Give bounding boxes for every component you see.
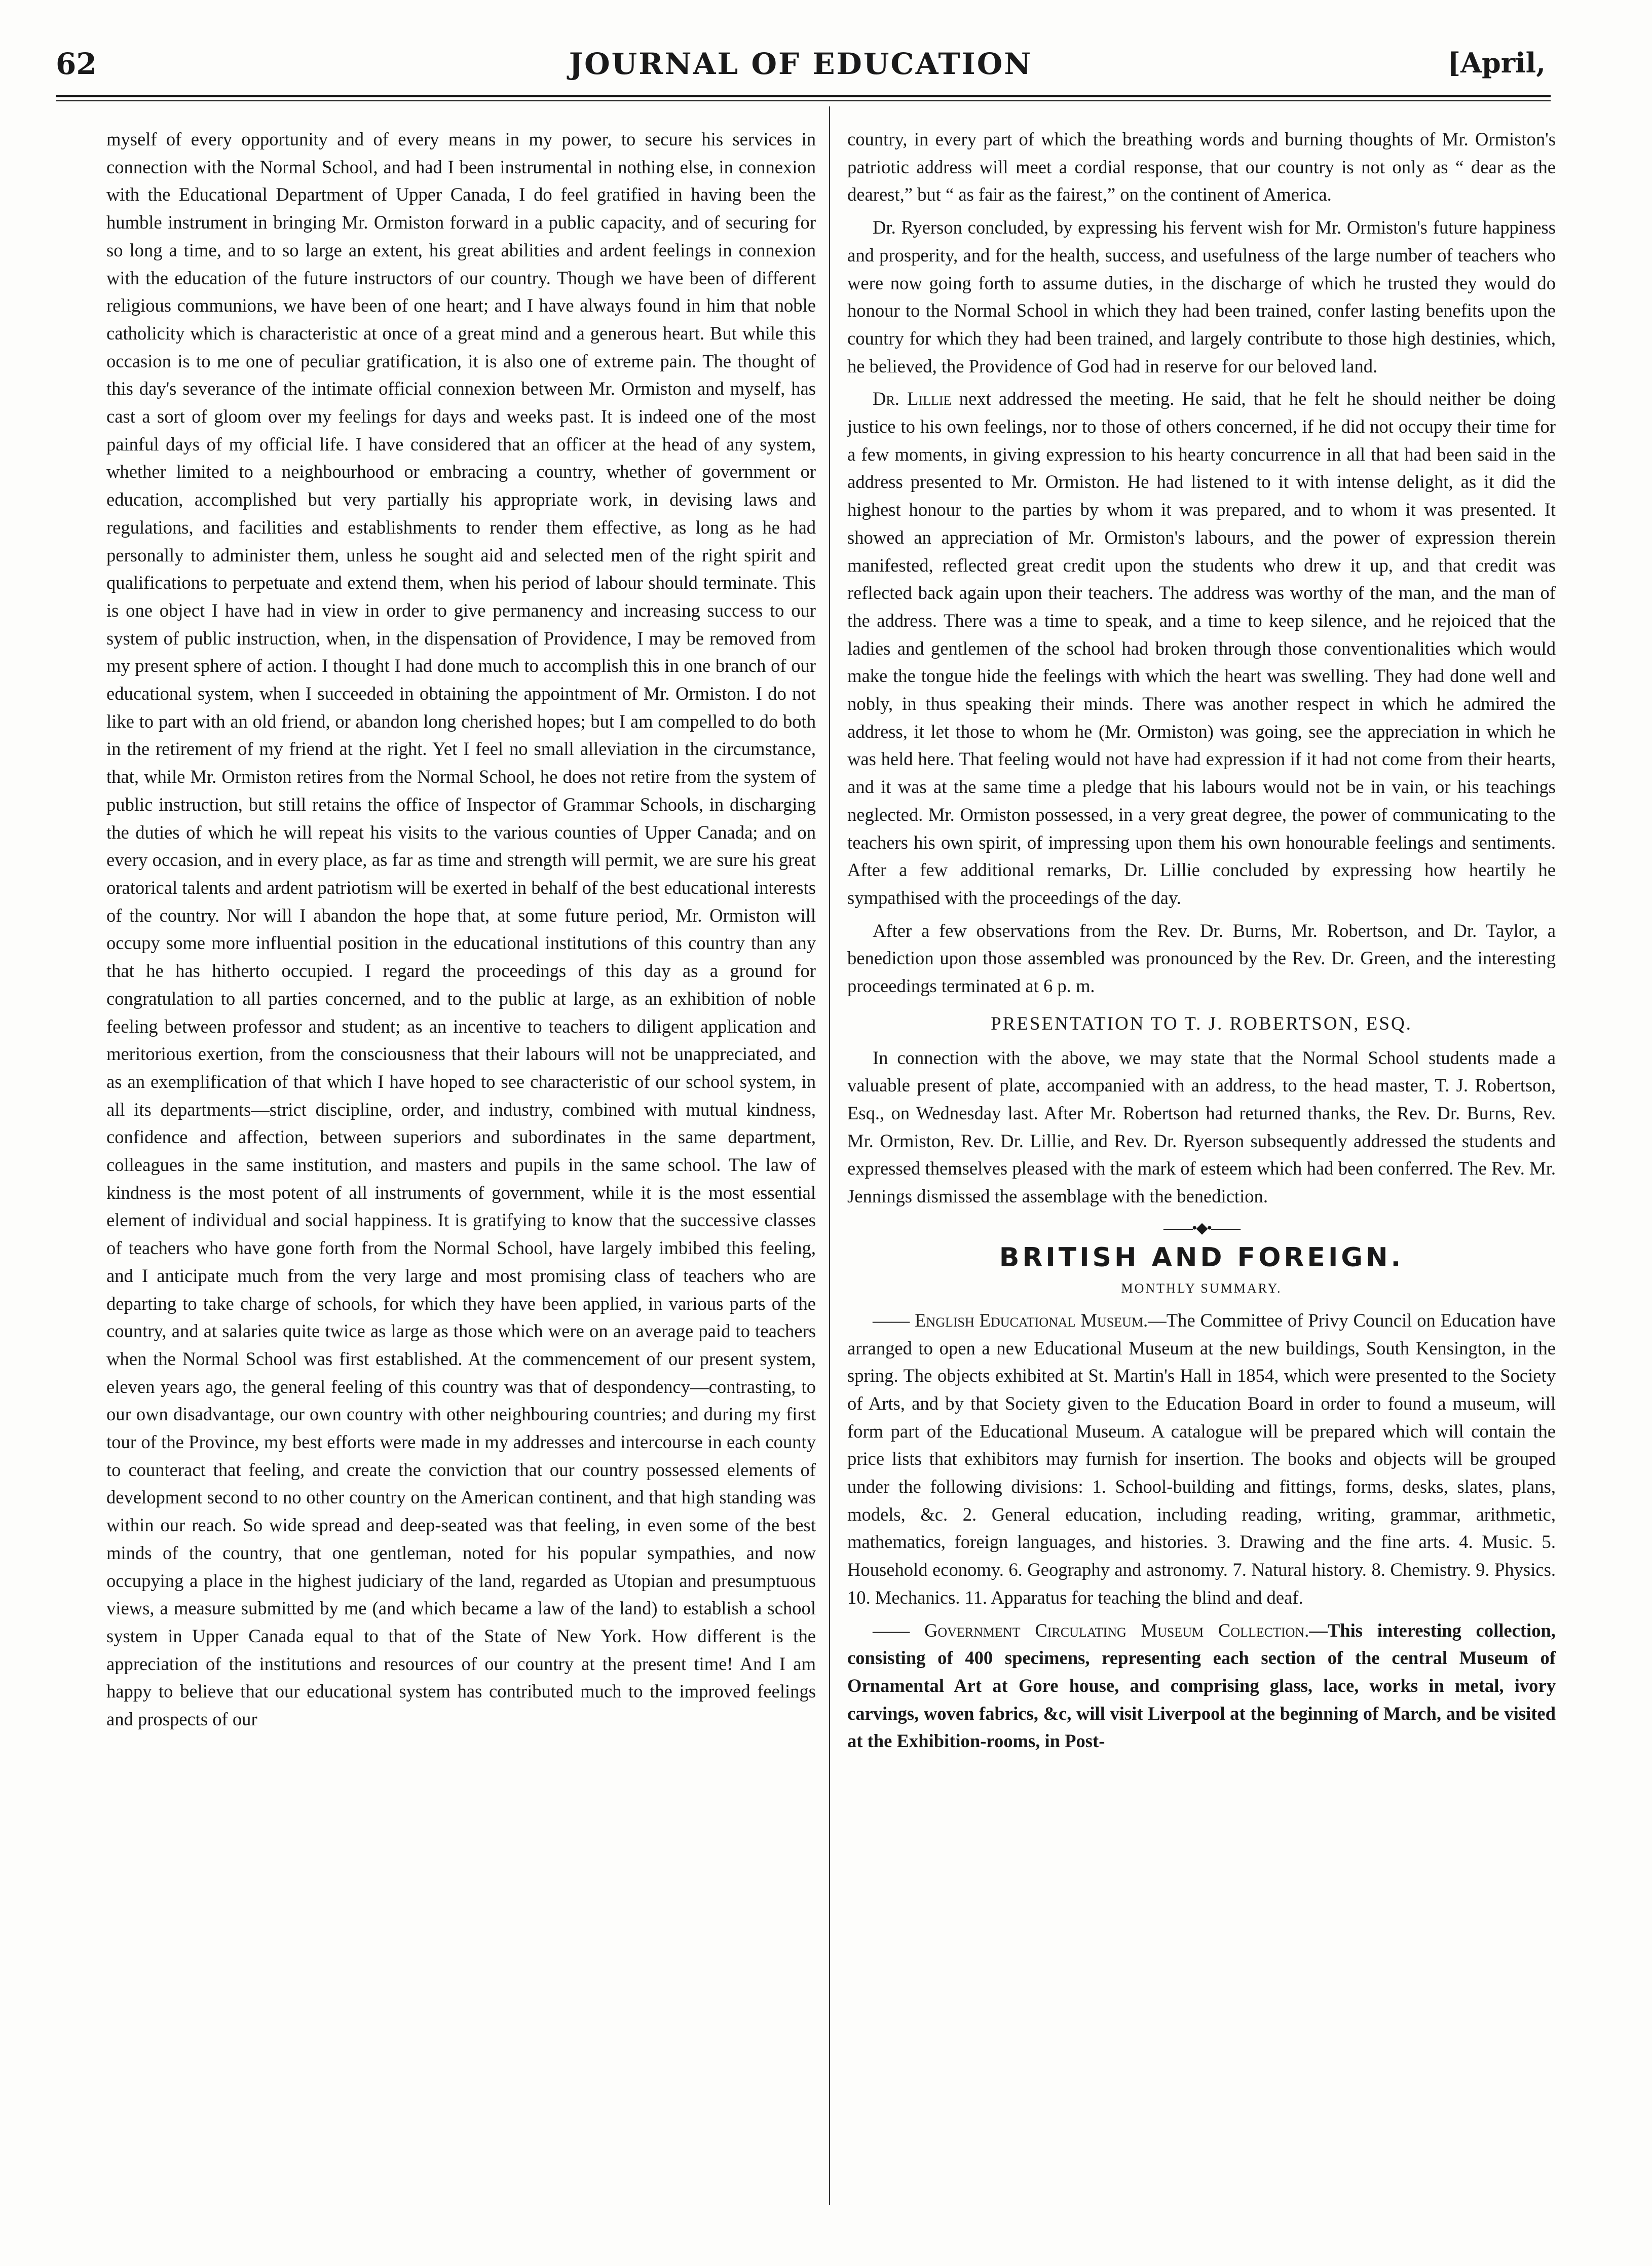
right-column xyxy=(847,126,1556,1755)
left-column-paragraph: myself of every opportunity and of every means in my power, to secure his services in connection with the Normal School, and had I been instrumental in nothing else, in connexion with the Educational Department of Upper Canada, I do feel gratified in having been the humble instrument in bringing Mr. Ormiston forward in a public capacity, and of securing for so long a time, and to so large an extent, his great abilities and ardent feelings in connexion with the education of the future instructors of our country. Though we have been of different religious communions, we have been of one heart; and I have always found in him that noble catholicity which is characteristic at once of a great mind and a generous heart. But while this occasion is to me one of peculiar gratification, it is also one of extreme pain. The thought of this day's severance of the intimate official connexion between Mr. Ormiston and myself, has cast a sort of gloom over my feelings for days and weeks past. It is indeed one of the most painful days of my official life. I have considered that an officer at the head of any system, whether limited to a neighbourhood or embracing a country, whether of government or education, accomplished but very partially his appropriate work, in devising laws and regulations, and facilities and establishments to render them effective, as long as he had personally to administer them, unless he sought aid and selected men of the right spirit and qualifications to perpetuate and extend them, when his period of labour should terminate. This is one object I have had in view in order to give permanency and increasing success to our system of public instruction, when, in the dispensation of Providence, I may be removed from my present sphere of action. I thought I had done much to accomplish this in one branch of our educational system, when I succeeded in obtaining the appointment of Mr. Ormiston. I do not like to part with an old friend, or abandon long cherished hopes; but I am compelled to do both in the retirement of my friend at the right. Yet I feel no small alleviation in the circumstance, that, while Mr. Ormiston retires from the Normal School, he does not retire from the system of public instruction, but still retains the office of Inspector of Grammar Schools, in discharging the duties of which he will repeat his visits to the various counties of Upper Canada; and on every occasion, and in every place, as far as time and strength will permit, we are sure his great oratorical talents and ardent patriotism will be exerted in behalf of the best educational interests of the country. Nor will I abandon the hope that, at some future period, Mr. Ormiston will occupy some more influential position in the educational institutions of this country than any that he has hitherto occupied. I regard the proceedings of this day as a ground for congratulation to all parties concerned, and to the public at large, as an exhibition of noble feeling between professor and student; as an incentive to teachers to diligent application and meritorious exertion, from the consciousness that their labours will not be unappreciated, and as an exemplification of that which I have hoped to see characteristic of our school system, in all its departments—strict discipline, order, and industry, combined with mutual kindness, confidence and affection, between superiors and subordinates in the same department, colleagues in the same institution, and masters and pupils in the same school. The law of kindness is the most potent of all instruments of government, while it is the most essential element of individual and social happiness. It is gratifying to know that the successive classes of teachers who have gone forth from the Normal School, have largely imbibed this feeling, and I anticipate much from the very large and most promising class of teachers who are departing to take charge of schools, for which they have been applied, in various parts of the country, and at salaries quite twice as large as those which were on an average paid to teachers when the Normal School was first established. At the commencement of our present system, eleven years ago, the general feeling of this country was that of despondency—contrasting, to our own disadvantage, our own country with other neighbouring countries; and during my first tour of the Province, my best efforts were made in my addresses and intercourse in each county to counteract that feeling, and create the conviction that our country possessed elements of development second to no other country on the American continent, and that high standing was within our reach. So wide spread and deep-seated was that feeling, in even some of the best minds of the country, that one gentleman, noted for his popular sympathies, and now occupying a place in the highest judiciary of the land, regarded as Utopian and presumptuous views, a measure submitted by me (and which became a law of the land) to establish a school system in Upper Canada equal to that of the State of New York. How different is the appreciation of the institutions and resources of our country at the present time! And I am happy to believe that our educational system has contributed much to the improved feelings and prospects of our xyxy=(106,129,816,1730)
section-subtitle: MONTHLY SUMMARY. xyxy=(1121,1281,1282,1296)
item-lead: —— Government Circulating Museum Collection. xyxy=(873,1619,1309,1641)
item-lead: —— English Educational Museum. xyxy=(873,1309,1148,1331)
header-rule-thin xyxy=(56,100,1551,101)
issue-date: [April, xyxy=(1447,47,1546,79)
item-text: —This interesting collection, consisting of 400 specimens, representing each section of the central Museum of Ornamental Art at Gore house, and comprising glass, lace, works in metal, ivory carvings, woven fabrics, &c, will visit Liverpool at the beginning of March, and be visited at the Exhibition-rooms, in Post- xyxy=(847,1619,1556,1752)
paragraph-educational-museum xyxy=(847,1307,1556,1612)
paragraph-presentation: In connection with the above, we may state that the Normal School students made a valuable present of plate, accompanied with an address, to the head master, T. J. Robertson, Esq., on Wednesday last. After Mr. Robertson had returned thanks, the Rev. Dr. Burns, Rev. Mr. Ormiston, Rev. Dr. Lillie, and Rev. Dr. Ryerson subsequently addressed the students and expressed themselves pleased with the mark of esteem which had been conferred. The Rev. Mr. Jennings dismissed the assemblage with the benediction. xyxy=(847,1047,1556,1207)
running-title: JOURNAL OF EDUCATION xyxy=(569,47,1033,81)
page-number: 62 xyxy=(56,47,97,81)
section-title: BRITISH AND FOREIGN. xyxy=(999,1242,1404,1273)
column-divider xyxy=(829,106,830,2205)
item-text: —The Committee of Privy Council on Education have arranged to open a new Educational Museum at the new buildings, South Kensington, in the spring. The objects exhibited at St. Martin's Hall in 1854, which were presented to the Society of Arts, and by that Society given to the Education Board in order to found a museum, will form part of the Educational Museum. A catalogue will be prepared which will contain the price lists that exhibitors may furnish for insertion. The books and objects will be grouped under the following divisions: 1. School-building and fittings, forms, desks, slates, plans, models, &c. 2. General education, including reading, writing, grammar, arithmetic, mathematics, foreign languages, and histories. 3. Drawing and the fine arts. 4. Music. 5. Household economy. 6. Geography and astronomy. 7. Natural history. 8. Chemistry. 9. Physics. 10. Mechanics. 11. Apparatus for teaching the blind and deaf. xyxy=(847,1309,1556,1608)
page-header xyxy=(56,47,1546,97)
paragraph-circulating-museum xyxy=(847,1617,1556,1756)
paragraph-ryerson: Dr. Ryerson concluded, by expressing his fervent wish for Mr. Ormiston's future happiness and prosperity, and for the health, success, and usefulness of the large number of teachers who were now going forth to assume duties, in the discharge of which he trusted they would do honour to the Normal School in which they had been trained, confer lasting benefits upon the country for which they had been trained, and largely contribute to those high destinies, which, he believed, the Providence of God had in reserve for our beloved land. xyxy=(847,217,1556,376)
left-column xyxy=(106,126,816,1733)
paragraph-lillie-text: next addressed the meeting. He said, that he felt he should neither be doing justice to his own feelings, nor to those of others concerned, if he did not occupy their time for a few moments, in giving expression to his hearty concurrence in all that had been said in the address presented to Mr. Ormiston. He had listened to it with intense delight, as it did the highest honour to the parties by whom it was prepared, and to whom it was presented. It showed an appreciation of Mr. Ormiston's labours, and the power of expression therein manifested, reflected great credit upon the students who drew it up, and that credit was reflected back again upon their teachers. The address was worthy of the man, and the man of the address. There was a time to speak, and a time to keep silence, and he rejoiced that the ladies and gentlemen of the school had broken through those conventionalities which would make the tongue hide the feelings with which the heart was swelling. They had done well and nobly, in thus speaking their minds. There was another respect in which he admired the address, it let those to whom he (Mr. Ormiston) was going, see the appreciation in which he was held here. That feeling would not have had expression if it had not come from their hearts, and it was at the same time a pledge that his labours would not be in vain, or his teachings neglected. Mr. Ormiston possessed, in a very great degree, the power of communicating to the teachers his own spirit, of impressing upon them his own honourable feelings and sentiments. After a few additional remarks, Dr. Lillie concluded by expressing how heartily he sympathised with the proceedings of the day. xyxy=(847,388,1556,908)
presentation-heading: PRESENTATION TO T. J. ROBERTSON, ESQ. xyxy=(991,1013,1412,1034)
section-ornament: ——•◆•—— xyxy=(1163,1219,1240,1236)
paragraph-lillie xyxy=(847,385,1556,912)
paragraph-closing: After a few observations from the Rev. Dr. Burns, Mr. Robertson, and Dr. Taylor, a benediction upon those assembled was pronounced by the Rev. Dr. Green, and the interesting proceedings terminated at 6 p. m. xyxy=(847,920,1556,997)
speaker-name: Dr. Lillie xyxy=(873,388,952,409)
paragraph-continuation: country, in every part of which the breathing words and burning thoughts of Mr. Ormiston's patriotic address will meet a cordial response, that our country is not only as “ dear as the dearest,” but “ as fair as the fairest,” on the continent of America. xyxy=(847,129,1556,205)
header-rule-thick xyxy=(56,95,1551,97)
